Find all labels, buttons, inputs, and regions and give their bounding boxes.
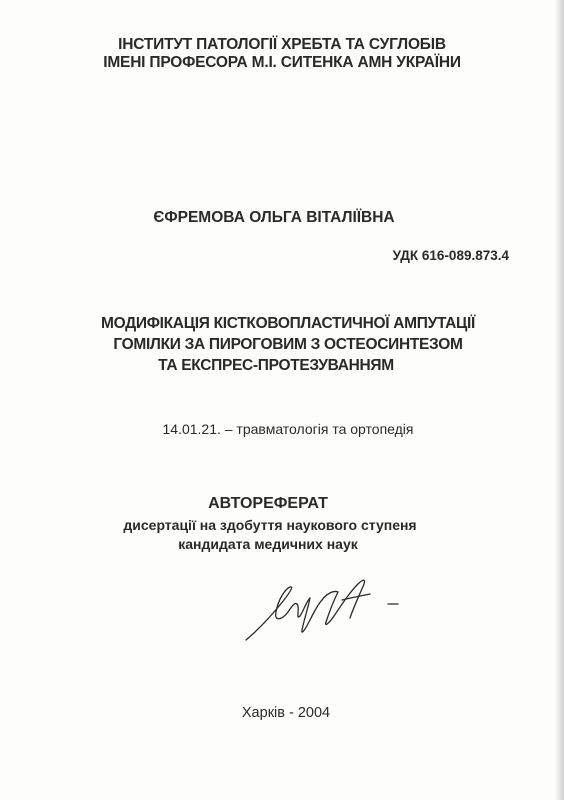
institute-name-line1: ІНСТИТУТ ПАТОЛОГІЇ ХРЕБТА ТА СУГЛОБІВ xyxy=(118,36,446,53)
institute-name-line2: ІМЕНІ ПРОФЕСОРА М.І. СИТЕНКА АМН УКРАЇНИ xyxy=(103,54,461,71)
title-line1: МОДИФІКАЦІЯ КІСТКОВОПЛАСТИЧНОЇ АМПУТАЦІЇ xyxy=(100,315,476,332)
subtitle-line2: кандидата медичних наук xyxy=(178,536,358,552)
city-year: Харків - 2004 xyxy=(241,705,331,721)
author-name: ЄФРЕМОВА ОЛЬГА ВІТАЛІЇВНА xyxy=(153,209,395,226)
udk-code: УДК 616-089.873.4 xyxy=(392,248,509,263)
signature-icon xyxy=(238,570,408,655)
speciality: 14.01.21. – травматологія та ортопедія xyxy=(162,421,414,437)
title-line3: ТА ЕКСПРЕС-ПРОТЕЗУВАННЯМ xyxy=(158,357,394,374)
subtitle-line1: дисертації на здобуття наукового ступеня xyxy=(123,517,417,533)
document-type: АВТОРЕФЕРАТ xyxy=(208,495,328,512)
title-line2: ГОМІЛКИ ЗА ПИРОГОВИМ З ОСТЕОСИНТЕЗОМ xyxy=(113,336,463,353)
